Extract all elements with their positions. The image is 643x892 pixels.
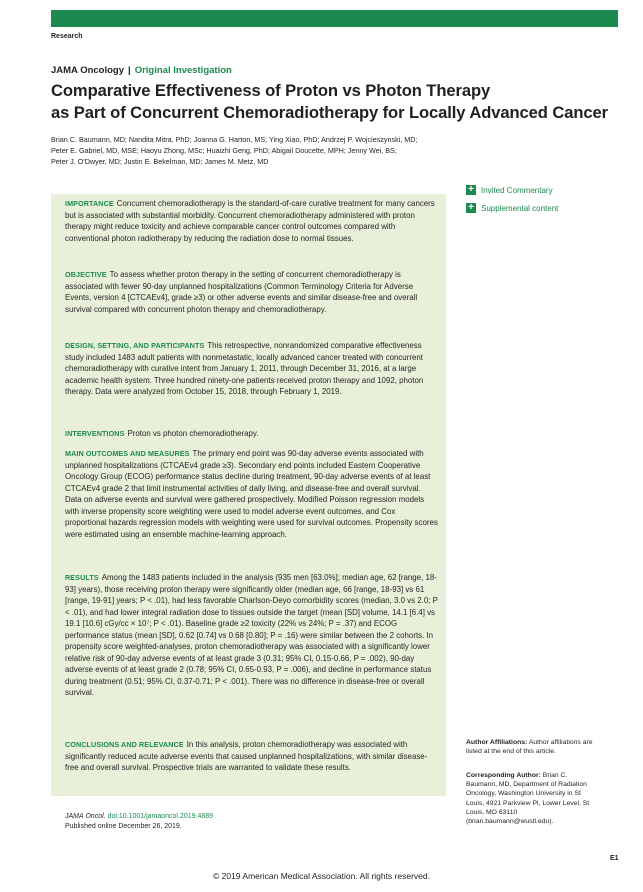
importance-text: Concurrent chemoradiotherapy is the standard-of-care curative treatment for many cancers but is associated with substantial morbidity. Concurrent chemoradiotherapy administered with proton therapy might reduce toxicity and achieve comparable cancer control outcomes compared with conventional photon radiotherapy by reducing the radiation dose to normal tissues. xyxy=(65,199,435,243)
journal-line xyxy=(51,65,232,76)
citation-journal: JAMA Oncol. xyxy=(65,813,106,820)
article-type: Original Investigation xyxy=(134,65,232,76)
conclusions-heading: CONCLUSIONS AND RELEVANCE xyxy=(65,740,184,749)
importance-heading: IMPORTANCE xyxy=(65,199,114,208)
citation-line xyxy=(65,812,213,822)
corresponding-author xyxy=(466,771,596,826)
supplemental-content-label: Supplemental content xyxy=(481,203,559,213)
outcomes-text: The primary end point was 90-day adverse events associated with unplanned hospitalizations (CTCAEv4 grade ≥3). Secondary end points included Eastern Cooperative Oncology Group (ECOG) performance status decline during treatment, 90-day adverse events of at least CTCAEv4 grade 2 that limit instrumental activities of daily living, and disease-free and overall survival. Data on adverse events and survival were gathered prospectively. Modified Poisson regression models with inverse propensity score weighting were used to model adverse event outcomes, and Cox proportional hazards regression models with weighting were used for survival outcomes. Propensity scores were estimated using an ensemble machine-learning approach. xyxy=(65,449,438,539)
section-label: Research xyxy=(51,33,83,40)
author-line-1: Brian C. Baumann, MD; Nandita Mitra, PhD; Joanna G. Harton, MS; Ying Xiao, PhD; Andrzej P. Wojcieszynski, MD; xyxy=(51,135,418,144)
abstract-importance xyxy=(65,198,438,244)
abstract-outcomes xyxy=(65,448,438,540)
design-heading: DESIGN, SETTING, AND PARTICIPANTS xyxy=(65,341,205,350)
corresponding-text: Brian C. Baumann, MD, Department of Radiation Oncology, Washington University in St Louis, 4921 Parkview Pl, Lower Level, St Louis, MO 63110 (brian.baumann@wustl.edu). xyxy=(466,772,590,826)
title-line-1: Comparative Effectiveness of Proton vs Photon Therapy xyxy=(51,81,491,100)
citation-block xyxy=(65,812,213,832)
design-text: This retrospective, nonrandomized comparative effectiveness study included 1483 adult patients with nonmetastatic, locally advanced cancer treated with concurrent chemoradiotherapy with curative intent from January 1, 2011, through December 31, 2016, at a large academic health system. Three hundred ninety-one patients received proton therapy and 1092, photon therapy. Data were analyzed from October 15, 2018, through February 1, 2019. xyxy=(65,341,424,396)
author-line-3: Peter J. O'Dwyer, MD; Justin E. Bekelman, MD; James M. Metz, MD xyxy=(51,157,269,166)
journal-name: JAMA Oncology xyxy=(51,65,125,76)
interventions-text: Proton vs photon chemoradiotherapy. xyxy=(127,429,259,438)
interventions-heading: INTERVENTIONS xyxy=(65,429,125,438)
title-line-2: as Part of Concurrent Chemoradiotherapy for Locally Advanced Cancer xyxy=(51,103,609,122)
affiliations-text: Author affiliations are listed at the end of this article. xyxy=(466,739,593,756)
results-heading: RESULTS xyxy=(65,573,99,582)
citation-doi-link[interactable]: doi:10.1001/jamaoncol.2019.4889 xyxy=(107,813,214,820)
copyright-notice: © 2019 American Medical Association. All rights reserved. xyxy=(213,871,430,881)
corresponding-label: Corresponding Author: xyxy=(466,772,541,779)
author-list xyxy=(51,134,471,167)
abstract-interventions xyxy=(65,428,438,440)
abstract-results xyxy=(65,572,438,699)
abstract-objective xyxy=(65,269,438,315)
abstract-conclusions xyxy=(65,739,438,774)
header-color-bar xyxy=(51,10,618,27)
supplemental-content-link[interactable] xyxy=(466,203,558,213)
affiliations-label: Author Affiliations: xyxy=(466,739,528,746)
invited-commentary-link[interactable] xyxy=(466,185,553,195)
published-date: Published online December 26, 2019. xyxy=(65,823,182,830)
outcomes-heading: MAIN OUTCOMES AND MEASURES xyxy=(65,449,190,458)
invited-commentary-label: Invited Commentary xyxy=(481,185,553,195)
abstract-design xyxy=(65,340,438,398)
objective-text: To assess whether proton therapy in the setting of concurrent chemoradiotherapy is associated with fewer 90-day unplanned hospitalizations (Common Terminology Criteria for Adverse Events, version 4 [CTCAEv4], grade ≥3) or other adverse events and similar disease-free and overall survival compared with concurrent photon therapy and chemoradiotherapy. xyxy=(65,270,418,314)
journal-separator: | xyxy=(128,65,131,76)
article-title xyxy=(51,80,611,124)
plus-box-icon: + xyxy=(466,185,476,195)
author-line-2: Peter E. Gabriel, MD, MSE; Haoyu Zhong, MSc; Huaizhi Geng, PhD; Abigail Doucette, MPH; Jenny Wei, BS; xyxy=(51,146,397,155)
conclusions-text: In this analysis, proton chemoradiotherapy was associated with significantly reduced acute adverse events that caused unplanned hospitalizations, with similar disease-free and overall survival. Prospective trials are warranted to validate these results. xyxy=(65,740,428,772)
page-number: E1 xyxy=(610,855,619,862)
objective-heading: OBJECTIVE xyxy=(65,270,107,279)
plus-box-icon: + xyxy=(466,203,476,213)
abstract-box xyxy=(51,194,446,796)
author-affiliations xyxy=(466,738,596,756)
results-text: Among the 1483 patients included in the analysis (935 men [63.0%]; median age, 62 [range, 18-93] years), those receiving proton therapy were significantly older (median age, 66 [range, 18-93] vs 61 [range, 19-91] years; P < .01), had less favorable Charlson-Deyo comorbidity scores (median, 3.0 vs 2.0; P < .01), and had lower integral radiation dose to tissues outside the target (mean [SD] volume, 14.1 [6.4] vs 19.1 [10.6] cGy/cc × 10⁷; P < .01). Baseline grade ≥2 toxicity (22% vs 24%; P = .37) and ECOG performance status (mean [SD], 0.62 [0.74] vs 0.68 [0.80]; P = .16) were similar between the 2 cohorts. In propensity score weighted-analyses, proton chemoradiotherapy was associated with a significantly lower relative risk of 90-day adverse events of at least grade 3 (0.31; 95% CI, 0.15-0.66, P = .002), 90-day adverse events of at least grade 2 (0.78; 95% CI, 0.65-0.93, P = .006), and decline in performance status during treatment (0.51; 95% CI, 0.37-0.71; P < .001). There was no difference in disease-free or overall survival. xyxy=(65,573,438,697)
